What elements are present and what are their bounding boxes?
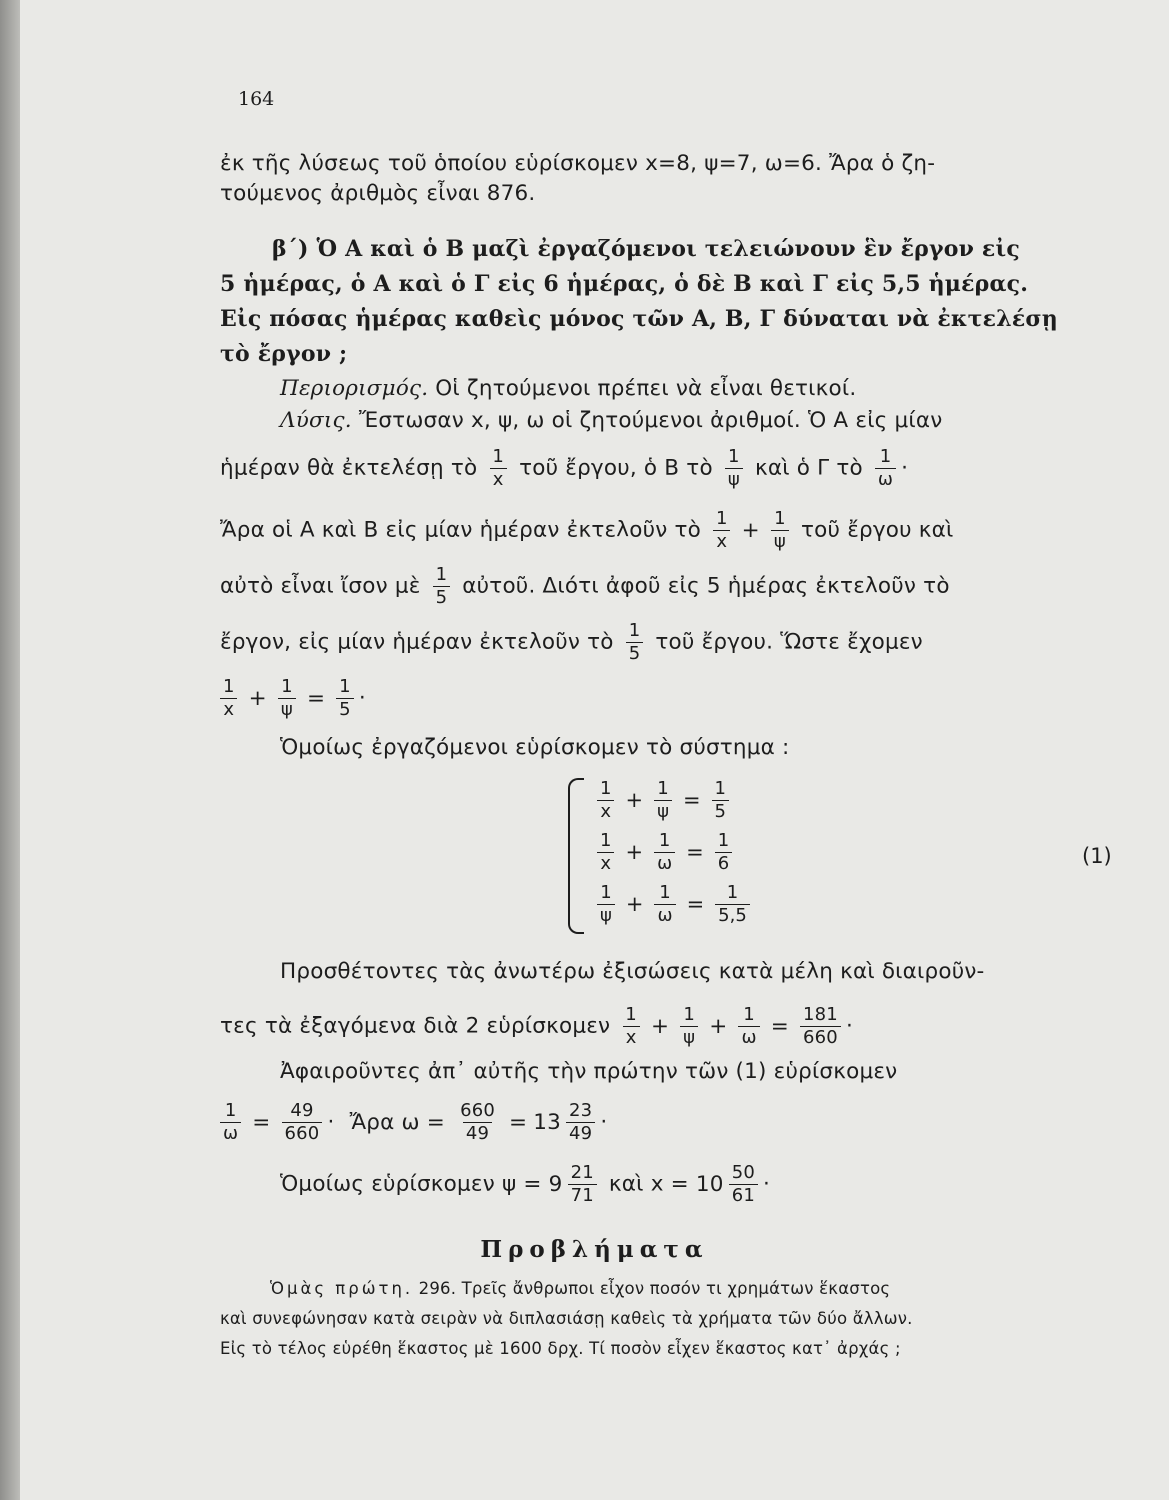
- paragraph-line: ἐκ τῆς λύσεως τοῦ ὁποίου εὑρίσκομεν x=8, ψ=7, ω=6. Ἄρα ὁ ζη-: [220, 151, 936, 176]
- math-symbol: ω: [654, 904, 675, 927]
- problem-statement-line: τὸ ἔργον ;: [220, 341, 348, 367]
- math-symbol: 1: [339, 676, 351, 697]
- text-fragment: 296. Τρεῖς ἄνθρωποι εἶχον ποσόν τι χρημάτων ἕκαστος: [418, 1279, 891, 1298]
- fraction: [622, 1004, 640, 1049]
- math-symbol: 1: [600, 830, 612, 851]
- math-symbol: x: [713, 530, 730, 553]
- solution-line: [220, 446, 908, 491]
- math-symbol: ·: [358, 685, 366, 711]
- text-fragment: τοῦ ἔργου. Ὥστε ἔχομεν: [655, 629, 923, 655]
- math-symbol: ·: [327, 1109, 335, 1135]
- math-symbol: +: [625, 787, 644, 812]
- math-symbol: =: [252, 1109, 271, 1135]
- math-symbol: x: [623, 1026, 640, 1049]
- fraction: [715, 882, 750, 927]
- solution-line: Προσθέτοντες τὰς ἀνωτέρω ἐξισώσεις κατὰ μέλη καὶ διαιροῦν-: [280, 959, 985, 984]
- text-fragment: Ἄρα οἱ Α καὶ Β εἰς μίαν ἡμέραν ἐκτελοῦν τὸ: [220, 517, 701, 543]
- solution-line: Ἀφαιροῦντες ἀπ᾿ αὐτῆς τὴν πρώτην τῶν (1) εὑρίσκομεν: [280, 1059, 898, 1084]
- fraction-1-over-x: [713, 508, 731, 553]
- math-symbol: 5: [433, 586, 451, 609]
- math-symbol: ·: [845, 1013, 853, 1039]
- limitation-text: Οἱ ζητούμενοι πρέπει νὰ εἶναι θετικοί.: [435, 376, 857, 401]
- page-edge: [0, 0, 20, 1500]
- problem-group: Ὁμὰς πρώτη.: [270, 1279, 414, 1298]
- fraction: [282, 1100, 323, 1145]
- text-fragment: ἡμέραν θὰ ἐκτελέσῃ τὸ: [220, 455, 478, 481]
- math-symbol: ·: [763, 1171, 771, 1197]
- problem-statement-line: Εἰς πόσας ἡμέρας καθεὶς μόνος τῶν Α, Β, Γ δύναται νὰ ἐκτελέσῃ: [220, 306, 1059, 332]
- math-symbol: 1: [726, 882, 739, 903]
- math-symbol: ψ: [771, 530, 789, 553]
- math-symbol: 49: [566, 1122, 595, 1145]
- math-symbol: ω: [875, 468, 896, 491]
- math-symbol: ψ: [725, 468, 743, 491]
- mixed-number: [696, 1162, 763, 1207]
- fraction-1-over-psi: [725, 446, 743, 491]
- fraction: [680, 1004, 698, 1049]
- math-symbol: 660: [282, 1122, 323, 1145]
- problem-line: [270, 1278, 890, 1300]
- math-symbol: x: [490, 468, 507, 491]
- math-symbol: 1: [600, 778, 612, 799]
- math-symbol: 49: [463, 1122, 492, 1145]
- math-symbol: 1: [628, 620, 641, 641]
- math-symbol: 13: [533, 1109, 562, 1135]
- math-symbol: 1: [600, 882, 612, 903]
- fraction: [654, 778, 672, 823]
- math-symbol: 5: [336, 698, 354, 721]
- math-symbol: 5,5: [715, 904, 750, 927]
- math-symbol: =: [682, 787, 701, 812]
- math-symbol: =: [770, 1013, 789, 1039]
- math-symbol: =: [686, 839, 704, 864]
- text-fragment: τοῦ ἔργου, ὁ Β τὸ: [519, 455, 713, 481]
- system-equation-2: [592, 830, 737, 875]
- fraction-1-over-5: [433, 564, 451, 609]
- math-symbol: ω: [654, 852, 675, 875]
- math-symbol: 61: [729, 1184, 758, 1207]
- math-symbol: 10: [695, 1171, 724, 1197]
- fraction: [715, 830, 732, 875]
- math-symbol: 9: [548, 1171, 563, 1197]
- solution-line: [280, 1162, 770, 1207]
- book-page: [20, 0, 1169, 1500]
- text-fragment: ἔργον, εἰς μίαν ἡμέραν ἐκτελοῦν τὸ: [220, 629, 614, 655]
- text-fragment: αὐτὸ εἶναι ἴσον μὲ: [220, 573, 421, 599]
- math-symbol: 1: [625, 1004, 637, 1025]
- math-symbol: 1: [492, 446, 505, 467]
- limitation-line: [280, 375, 856, 403]
- text-fragment: τοῦ ἔργου καὶ: [801, 517, 954, 543]
- solution-text: Ἔστωσαν x, ψ, ω οἱ ζητούμενοι ἀριθμοί. Ὁ Α εἰς μίαν: [358, 408, 943, 433]
- math-symbol: ω: [738, 1026, 759, 1049]
- problem-statement-line: β΄) Ὁ Α καὶ ὁ Β μαζὶ ἐργαζόμενοι τελειώνουν ἓν ἔργον εἰς: [272, 236, 1020, 262]
- math-symbol: 1: [774, 508, 786, 529]
- equation: [220, 676, 366, 721]
- math-symbol: 1: [743, 1004, 755, 1025]
- text-fragment: αὐτοῦ. Διότι ἀφοῦ εἰς 5 ἡμέρας ἐκτελοῦν τὸ: [462, 573, 950, 599]
- limitation-label: Περιορισμός.: [280, 376, 429, 401]
- math-symbol: 1: [223, 676, 235, 697]
- math-symbol: 1: [716, 508, 728, 529]
- math-symbol: 1: [224, 1100, 237, 1121]
- math-symbol: 1: [281, 676, 293, 697]
- math-symbol: +: [650, 1013, 670, 1039]
- math-symbol: ω: [220, 1122, 241, 1145]
- math-symbol: 1: [658, 830, 671, 851]
- math-symbol: 1: [683, 1004, 696, 1025]
- math-symbol: =: [509, 1109, 528, 1135]
- fraction: [568, 1162, 597, 1207]
- math-symbol: ψ: [278, 698, 296, 721]
- math-symbol: 50: [731, 1162, 755, 1183]
- fraction: [738, 1004, 759, 1049]
- math-symbol: +: [248, 685, 267, 711]
- math-symbol: +: [625, 891, 644, 916]
- math-symbol: ψ: [654, 800, 672, 823]
- solution-line: [220, 1004, 853, 1049]
- math-symbol: +: [625, 839, 644, 864]
- math-symbol: 23: [569, 1100, 593, 1121]
- fraction: [220, 1100, 241, 1145]
- math-symbol: ·: [600, 1109, 608, 1135]
- math-symbol: ψ: [680, 1026, 698, 1049]
- math-symbol: x: [597, 800, 614, 823]
- text-fragment: Ἄρα ω =: [349, 1109, 446, 1135]
- math-symbol: x: [220, 698, 237, 721]
- math-symbol: 6: [715, 852, 732, 875]
- fraction: [800, 1004, 841, 1049]
- math-symbol: 1: [659, 882, 671, 903]
- math-symbol: x: [597, 852, 614, 875]
- system-equation-3: [592, 882, 755, 927]
- text-fragment: x =: [650, 1171, 689, 1197]
- math-symbol: 21: [570, 1162, 594, 1183]
- fraction-1-over-5: [626, 620, 644, 665]
- fraction: [220, 676, 238, 721]
- equation-number: (1): [1082, 844, 1112, 868]
- math-symbol: 660: [460, 1100, 496, 1121]
- math-symbol: 49: [290, 1100, 314, 1121]
- fraction: [654, 882, 675, 927]
- fraction: [597, 830, 614, 875]
- math-symbol: 1: [714, 778, 726, 799]
- text-fragment: καὶ: [608, 1171, 644, 1197]
- math-symbol: +: [709, 1013, 728, 1039]
- text-fragment: Ὁμοίως εὑρίσκομεν ψ =: [280, 1171, 542, 1197]
- solution-line: [280, 407, 942, 435]
- problem-statement-line: 5 ἡμέρας, ὁ Α καὶ ὁ Γ εἰς 6 ἡμέρας, ὁ δὲ Β καὶ Γ εἰς 5,5 ἡμέρας.: [220, 271, 1029, 297]
- section-heading: Προβλήματα: [480, 1236, 709, 1263]
- fraction: [336, 676, 354, 721]
- math-symbol: +: [741, 517, 760, 543]
- math-symbol: 1: [728, 446, 740, 467]
- solution-line: [220, 564, 950, 609]
- math-symbol: 660: [800, 1026, 841, 1049]
- math-symbol: 181: [802, 1004, 838, 1025]
- paragraph-line: τούμενος ἀριθμὸς εἶναι 876.: [220, 181, 536, 206]
- math-symbol: 5: [712, 800, 729, 823]
- fraction-1-over-x: [489, 446, 507, 491]
- fraction: [729, 1162, 758, 1207]
- fraction: [566, 1100, 595, 1145]
- solution-line: Ὁμοίως ἐργαζόμενοι εὑρίσκομεν τὸ σύστημα :: [280, 735, 790, 760]
- math-symbol: 5: [626, 642, 644, 665]
- equation: [220, 1100, 607, 1145]
- fraction: [712, 778, 729, 823]
- fraction-1-over-psi: [771, 508, 789, 553]
- math-symbol: ψ: [597, 904, 615, 927]
- solution-label: Λύσις.: [280, 408, 352, 433]
- fraction: [457, 1100, 498, 1145]
- fraction: [278, 676, 296, 721]
- mixed-number: [549, 1162, 602, 1207]
- math-symbol: 71: [568, 1184, 597, 1207]
- system-equation-1: [592, 778, 734, 823]
- fraction: [597, 882, 615, 927]
- problem-line: Εἰς τὸ τέλος εὑρέθη ἕκαστος μὲ 1600 δρχ. Τί ποσὸν εἶχεν ἕκαστος κατ᾿ ἀρχάς ;: [220, 1339, 901, 1358]
- text-fragment: καὶ ὁ Γ τὸ: [754, 455, 863, 481]
- math-symbol: 1: [717, 830, 730, 851]
- math-symbol: 1: [657, 778, 669, 799]
- page-number: 164: [238, 88, 275, 110]
- problem-line: καὶ συνεφώνησαν κατὰ σειρὰν νὰ διπλασιάσῃ καθεὶς τὰ χρήματα τῶν δύο ἄλλων.: [220, 1309, 913, 1328]
- fraction: [654, 830, 675, 875]
- solution-line: [220, 508, 954, 553]
- fraction: [597, 778, 614, 823]
- punct: ·: [901, 455, 909, 481]
- solution-line: [220, 620, 923, 665]
- math-symbol: 1: [879, 446, 892, 467]
- mixed-number: [533, 1100, 600, 1145]
- text-fragment: τες τὰ ἐξαγόμενα διὰ 2 εὑρίσκομεν: [220, 1013, 611, 1039]
- math-symbol: =: [686, 891, 705, 916]
- fraction-1-over-omega: [875, 446, 896, 491]
- math-symbol: 1: [435, 564, 448, 585]
- system-brace: [568, 778, 584, 934]
- math-symbol: =: [306, 685, 326, 711]
